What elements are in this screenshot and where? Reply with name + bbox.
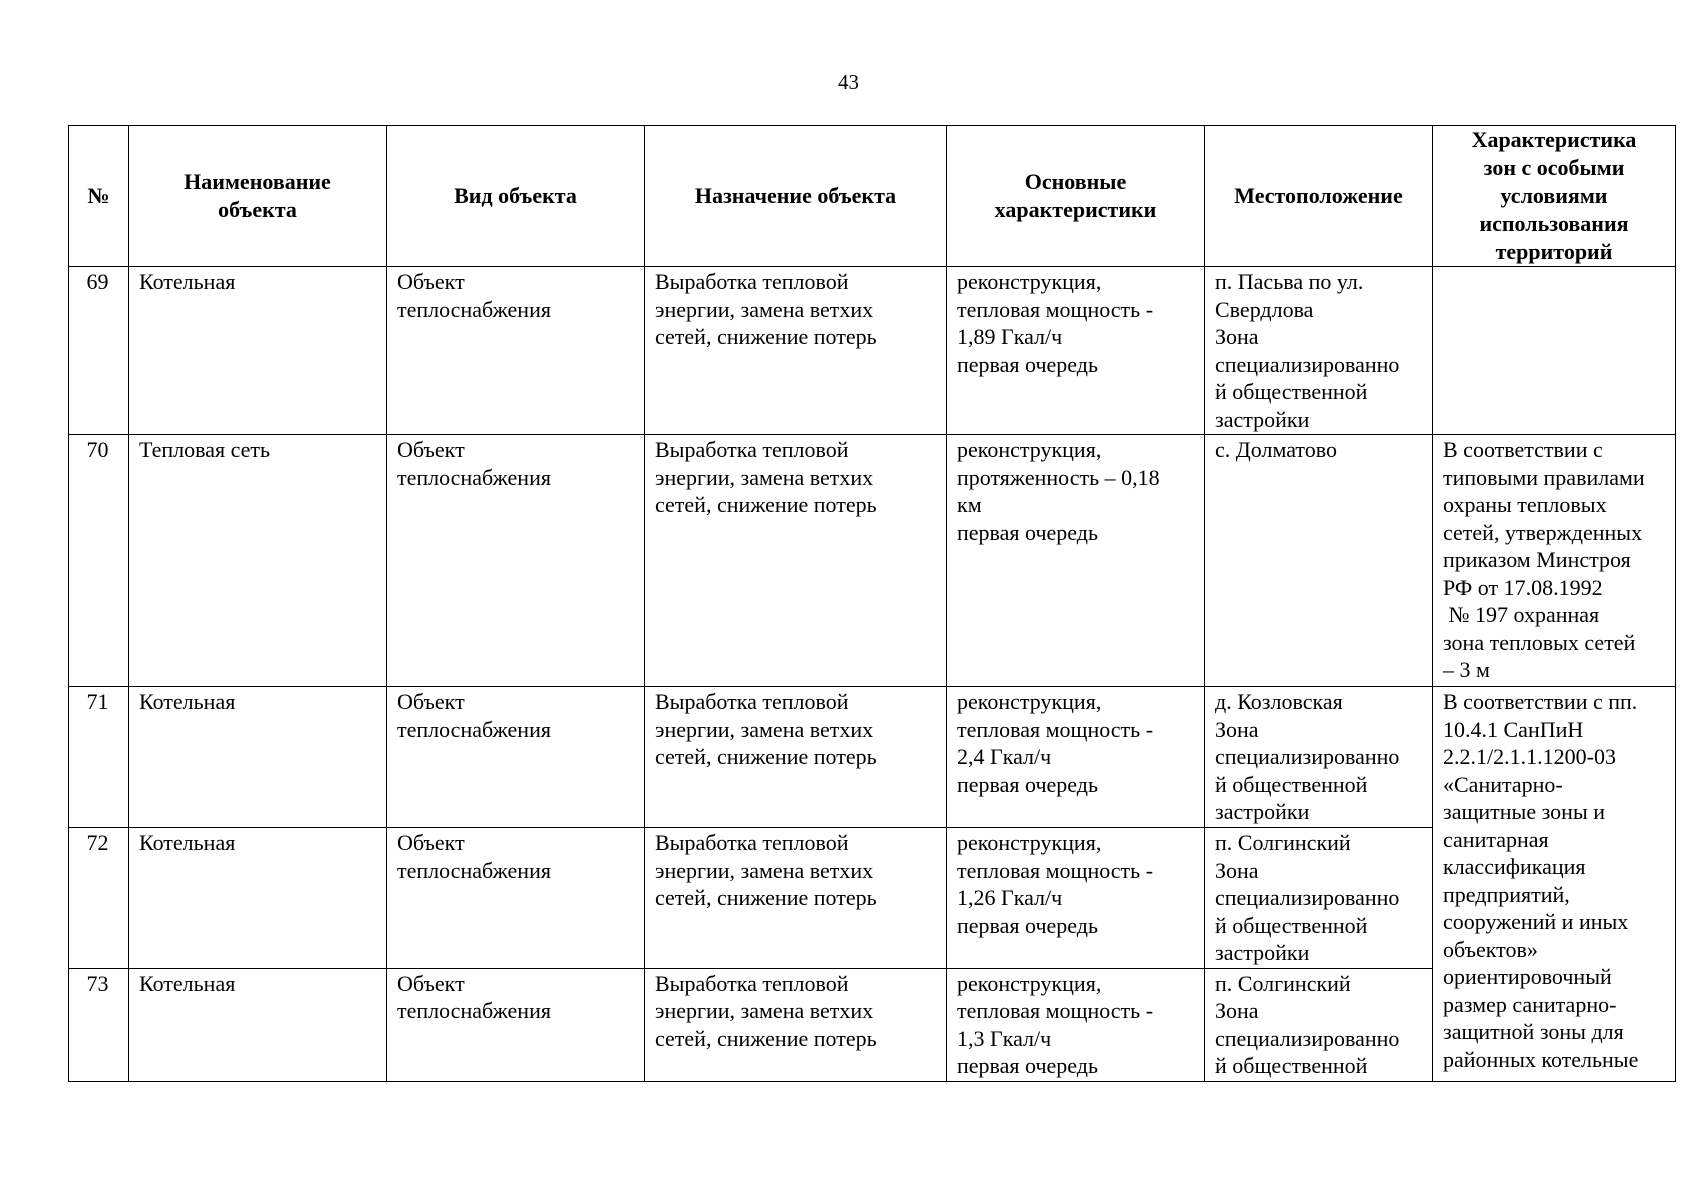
cell-purpose: Выработка тепловой энергии, замена ветхих сетей, снижение потерь	[645, 968, 947, 1081]
cell-name: Котельная	[129, 267, 387, 435]
cell-characteristics: реконструкция, тепловая мощность - 1,26 Гкал/ч первая очередь	[947, 828, 1205, 969]
cell-location: п. Пасьва по ул. Свердлова Зона специализированно й общественной застройки	[1205, 267, 1433, 435]
cell-characteristics: реконструкция, тепловая мощность - 2,4 Гкал/ч первая очередь	[947, 687, 1205, 828]
cell-type: Объект теплоснабжения	[387, 687, 645, 828]
cell-type: Объект теплоснабжения	[387, 968, 645, 1081]
cell-purpose: Выработка тепловой энергии, замена ветхих сетей, снижение потерь	[645, 435, 947, 687]
cell-purpose: Выработка тепловой энергии, замена ветхих сетей, снижение потерь	[645, 828, 947, 969]
table-row	[69, 687, 1676, 828]
cell-name: Тепловая сеть	[129, 435, 387, 687]
cell-location: с. Долматово	[1205, 435, 1433, 687]
cell-purpose: Выработка тепловой энергии, замена ветхих сетей, снижение потерь	[645, 687, 947, 828]
cell-type: Объект теплоснабжения	[387, 828, 645, 969]
cell-num: 69	[69, 267, 129, 435]
header-purpose: Назначение объекта	[645, 126, 947, 267]
cell-name: Котельная	[129, 828, 387, 969]
cell-name: Котельная	[129, 968, 387, 1081]
cell-location: п. Солгинский Зона специализированно й общественной	[1205, 968, 1433, 1081]
cell-characteristics: реконструкция, тепловая мощность - 1,3 Гкал/ч первая очередь	[947, 968, 1205, 1081]
cell-location: д. Козловская Зона специализированно й общественной застройки	[1205, 687, 1433, 828]
cell-characteristics: реконструкция, тепловая мощность - 1,89 Гкал/ч первая очередь	[947, 267, 1205, 435]
table-header-row	[69, 126, 1676, 267]
cell-num: 70	[69, 435, 129, 687]
cell-zones-merged: В соответствии с пп. 10.4.1 СанПиН 2.2.1/2.1.1.1200-03 «Санитарно- защитные зоны и санитарная классификация предприятий, сооружений и иных объектов» ориентировочный размер санитарно- защитной зоны для районных котельные	[1433, 687, 1676, 1082]
header-location: Местоположение	[1205, 126, 1433, 267]
header-num: №	[69, 126, 129, 267]
header-name: Наименование объекта	[129, 126, 387, 267]
cell-characteristics: реконструкция, протяженность – 0,18 км первая очередь	[947, 435, 1205, 687]
objects-table	[68, 125, 1676, 1082]
header-characteristics: Основные характеристики	[947, 126, 1205, 267]
cell-zones	[1433, 267, 1676, 435]
cell-location: п. Солгинский Зона специализированно й общественной застройки	[1205, 828, 1433, 969]
cell-name: Котельная	[129, 687, 387, 828]
cell-zones: В соответствии с типовыми правилами охраны тепловых сетей, утвержденных приказом Минстроя РФ от 17.08.1992 № 197 охранная зона тепловых сетей – 3 м	[1433, 435, 1676, 687]
cell-type: Объект теплоснабжения	[387, 267, 645, 435]
cell-num: 71	[69, 687, 129, 828]
header-zones: Характеристика зон с особыми условиями использования территорий	[1433, 126, 1676, 267]
cell-num: 72	[69, 828, 129, 969]
cell-type: Объект теплоснабжения	[387, 435, 645, 687]
table-row	[69, 435, 1676, 687]
cell-num: 73	[69, 968, 129, 1081]
header-type: Вид объекта	[387, 126, 645, 267]
table-row	[69, 267, 1676, 435]
page-number: 43	[838, 70, 859, 94]
cell-purpose: Выработка тепловой энергии, замена ветхих сетей, снижение потерь	[645, 267, 947, 435]
